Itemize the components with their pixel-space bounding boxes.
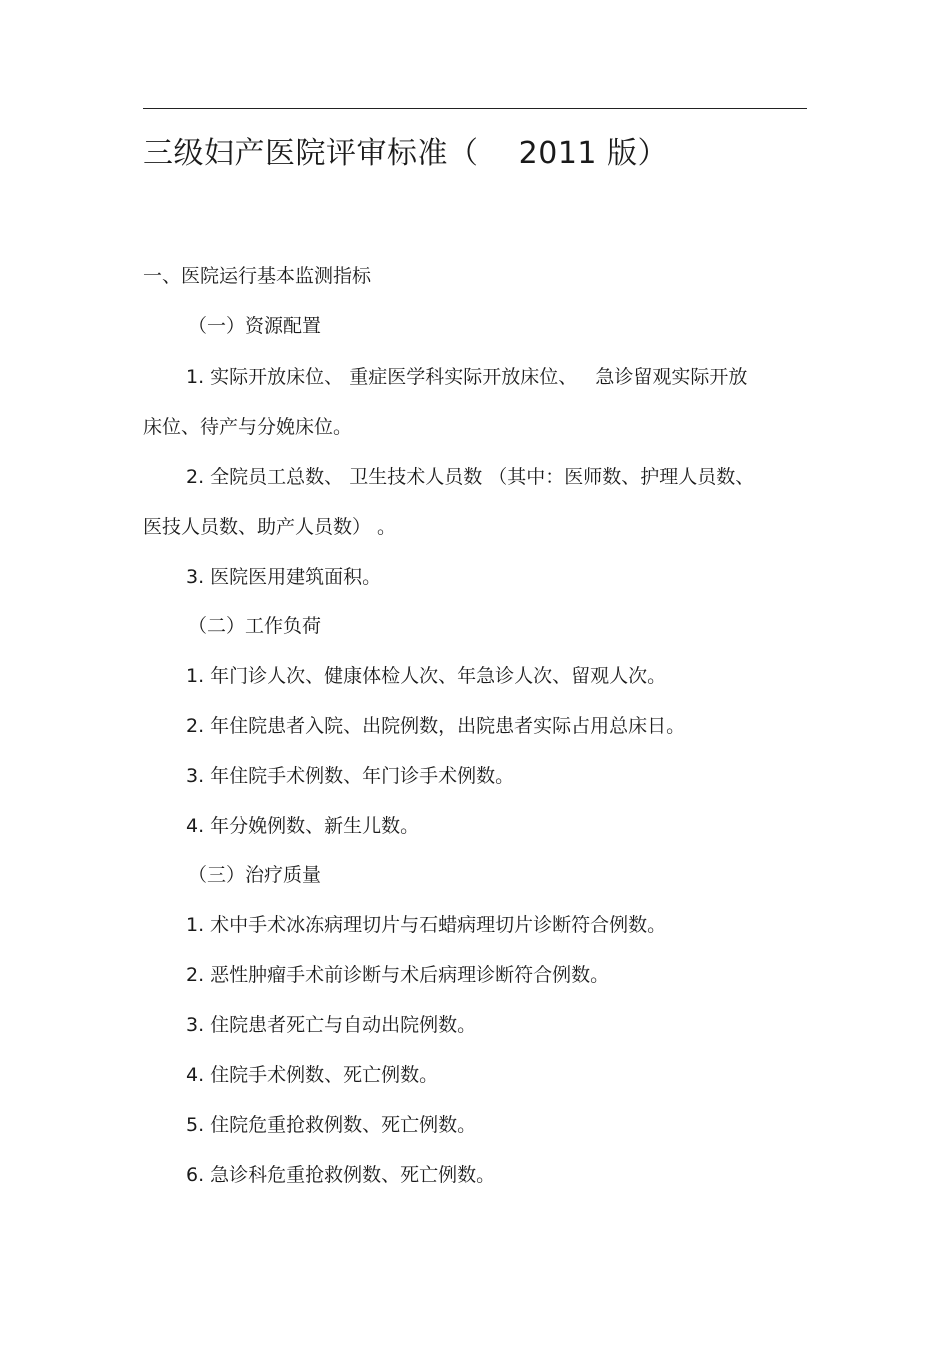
list-item: 1. 年门诊人次、健康体检人次、年急诊人次、留观人次。: [186, 665, 667, 687]
list-item: 3. 住院患者死亡与自动出院例数。: [186, 1014, 477, 1036]
list-item: 5. 住院危重抢救例数、死亡例数。: [186, 1114, 477, 1136]
list-item-continuation: 床位、待产与分娩床位。: [143, 416, 353, 438]
header-rule: [143, 108, 807, 109]
list-item: 2. 恶性肿瘤手术前诊断与术后病理诊断符合例数。: [186, 964, 610, 986]
subsection-heading-workload: （二）工作负荷: [188, 615, 322, 637]
list-item-continuation: 医技人员数、助产人员数） 。: [143, 516, 397, 538]
section-heading: 一、医院运行基本监测指标: [143, 265, 372, 287]
list-item: 1. 实际开放床位、 重症医学科实际开放床位、 急诊留观实际开放: [186, 366, 748, 388]
subsection-heading-treatment-quality: （三）治疗质量: [188, 864, 322, 886]
list-item: 3. 年住院手术例数、年门诊手术例数。: [186, 765, 515, 787]
list-item: 2. 全院员工总数、 卫生技术人员数 （其中：医师数、护理人员数、: [186, 466, 755, 488]
list-item: 4. 住院手术例数、死亡例数。: [186, 1064, 439, 1086]
list-item: 1. 术中手术冰冻病理切片与石蜡病理切片诊断符合例数。: [186, 914, 667, 936]
document-title: 三级妇产医院评审标准（ 2011 版）: [143, 136, 669, 171]
list-item: 4. 年分娩例数、新生儿数。: [186, 815, 420, 837]
subsection-heading-resources: （一）资源配置: [188, 315, 322, 337]
list-item: 6. 急诊科危重抢救例数、死亡例数。: [186, 1164, 496, 1186]
list-item: 3. 医院医用建筑面积。: [186, 566, 382, 588]
list-item: 2. 年住院患者入院、出院例数，出院患者实际占用总床日。: [186, 715, 686, 737]
